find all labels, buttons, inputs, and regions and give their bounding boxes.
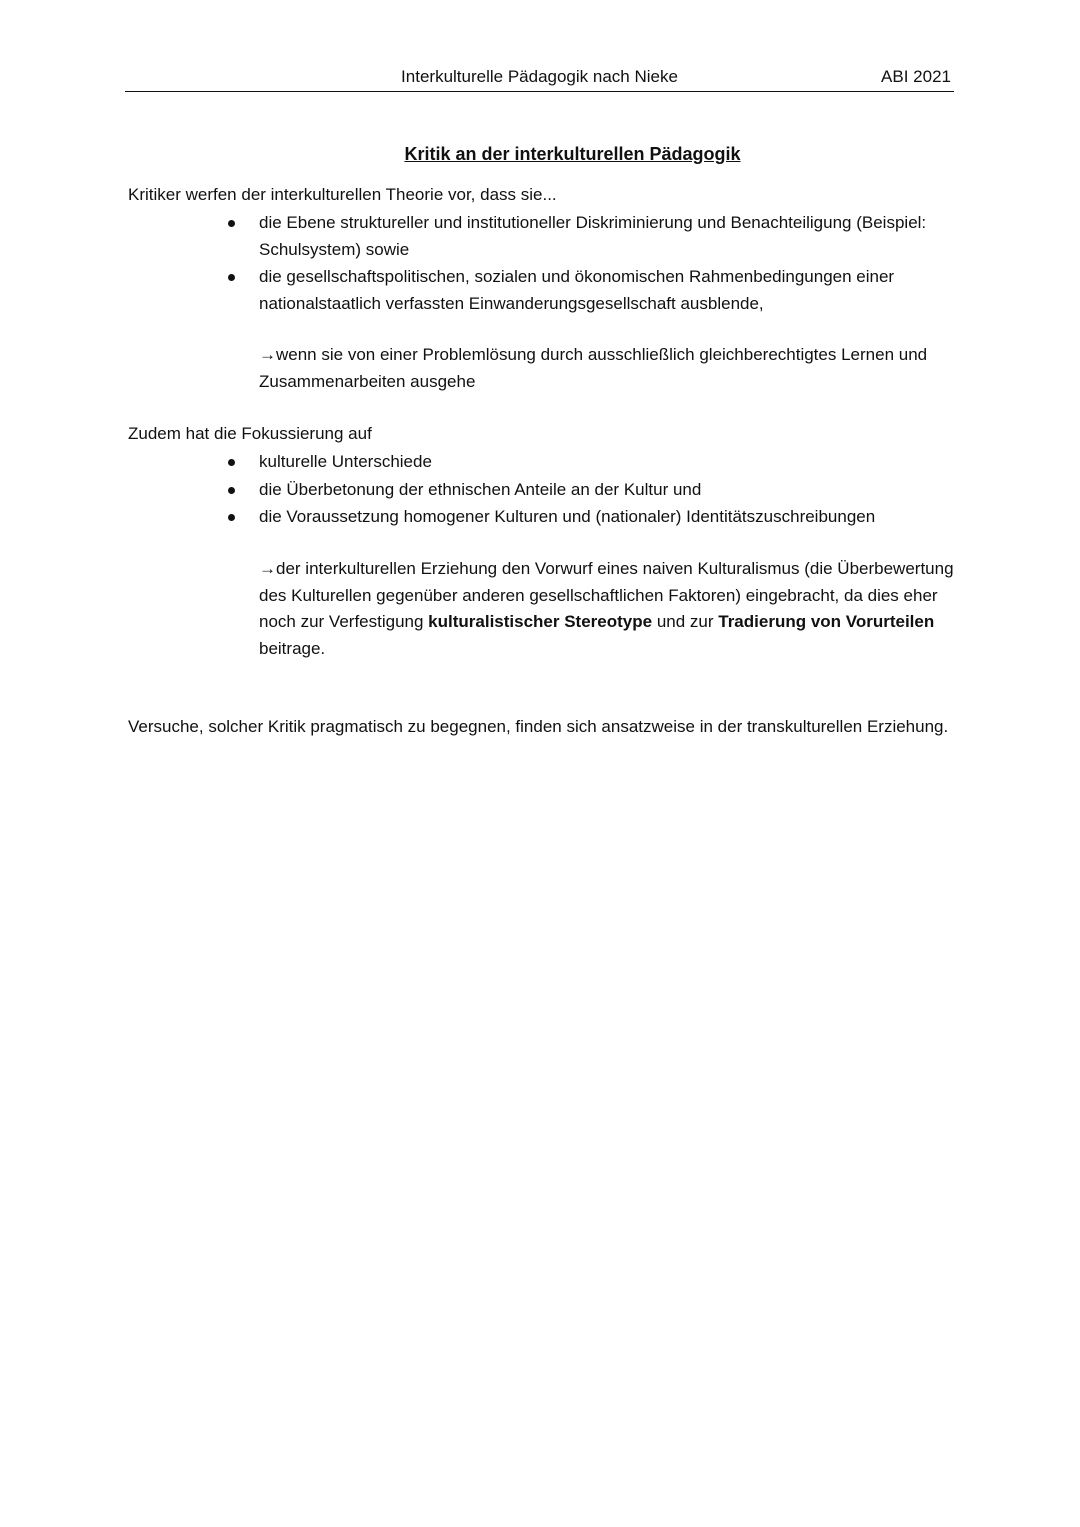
page-header xyxy=(125,62,954,92)
conclusion-text: beitrage. xyxy=(259,638,326,658)
list-item: kulturelle Unterschiede xyxy=(0,449,959,476)
closing-paragraph: Versuche, solcher Kritik pragmatisch zu begegnen, finden sich ansatzweise in der transkulturellen Erziehung. xyxy=(128,717,949,736)
section2-bullet-list xyxy=(0,449,1080,531)
section2-intro: Zudem hat die Fokussierung auf xyxy=(128,424,372,443)
page-heading: Kritik an der interkulturellen Pädagogik xyxy=(404,144,741,164)
section1-conclusion: →wenn sie von einer Problemlösung durch ausschließlich gleichberechtigtes Lernen und Zusammenarbeiten ausgehe xyxy=(259,345,928,391)
list-item: die Voraussetzung homogener Kulturen und (nationaler) Identitätszuschreibungen xyxy=(0,504,959,531)
section1-bullet-list xyxy=(0,210,1080,317)
section1-intro: Kritiker werfen der interkulturellen Theorie vor, dass sie... xyxy=(128,185,557,204)
conclusion-text: und zur xyxy=(652,612,719,631)
conclusion-bold-term: Tradierung von Vorurteilen xyxy=(718,612,935,631)
conclusion-text: →der interkulturellen Erziehung den Vorwurf eines naiven Kulturalismus (die Überbewertung des Kulturellen gegenüber anderen gesellschaftlichen Faktoren) eingebracht, da dies eher noch zur Verfestigung xyxy=(259,559,954,631)
list-item: die Ebene struktureller und institutioneller Diskriminierung und Benachteiligung (Beispiel: Schulsystem) sowie xyxy=(0,210,959,263)
header-title: Interkulturelle Pädagogik nach Nieke xyxy=(401,67,678,86)
list-item: die gesellschaftspolitischen, sozialen und ökonomischen Rahmenbedingungen einer nationalstaatlich verfassten Einwanderungsgesellschaft ausblende, xyxy=(0,264,959,317)
list-item: die Überbetonung der ethnischen Anteile an der Kultur und xyxy=(0,477,959,504)
section2-conclusion xyxy=(259,556,959,662)
conclusion-bold-term: kulturalistischer Stereotype xyxy=(428,612,653,631)
header-abi: ABI 2021 xyxy=(881,67,951,86)
